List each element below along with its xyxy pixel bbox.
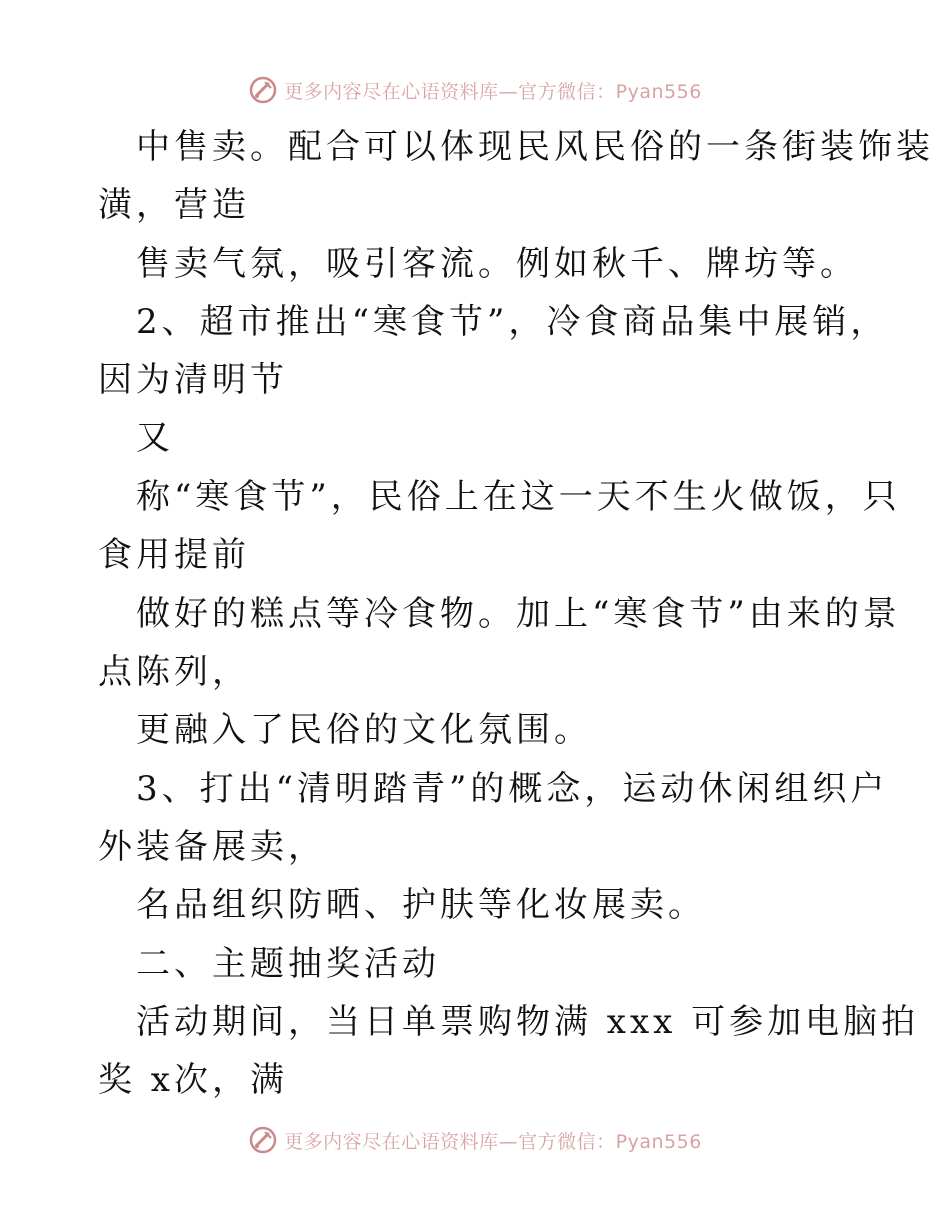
section-heading: 二、主题抽奖活动 [136,944,440,984]
text-line: 售卖气氛，吸引客流。例如秋千、牌坊等。 [136,244,858,284]
brand-logo-icon [248,75,278,105]
text-line: 更融入了民俗的文化氛围。 [136,710,592,750]
text-line: 名品组织防晒、护肤等化妆展卖。 [136,885,706,925]
footer-watermark-text: 更多内容尽在心语资料库—官方微信：Pyan556 [284,1130,702,1153]
text-line: 又 [136,418,174,458]
footer-watermark-banner [0,1122,950,1158]
text-line: 2、超市推出“寒食节”，冷食商品集中展销， [136,302,889,342]
text-line: 3、打出“清明踏青”的概念，运动休闲组织户 [136,769,889,809]
header-watermark-banner [0,72,950,108]
text-line: 点陈列， [98,652,250,692]
text-line: 中售卖。配合可以体现民风民俗的一条街装饰装 [136,127,934,167]
text-line: 食用提前 [98,535,250,575]
text-line: 奖 x次，满 [98,1060,288,1100]
brand-logo-icon [248,1125,278,1155]
text-line: 外装备展卖， [98,827,326,867]
text-line: 做好的糕点等冷食物。加上“寒食节”由来的景 [136,594,901,634]
text-line: 潢，营造 [98,185,250,225]
text-line: 因为清明节 [98,360,288,400]
header-watermark-text: 更多内容尽在心语资料库—官方微信：Pyan556 [284,80,702,103]
text-line: 活动期间，当日单票购物满 xxx 可参加电脑拍 [136,1002,920,1042]
text-line: 称“寒食节”，民俗上在这一天不生火做饭，只 [136,477,901,517]
